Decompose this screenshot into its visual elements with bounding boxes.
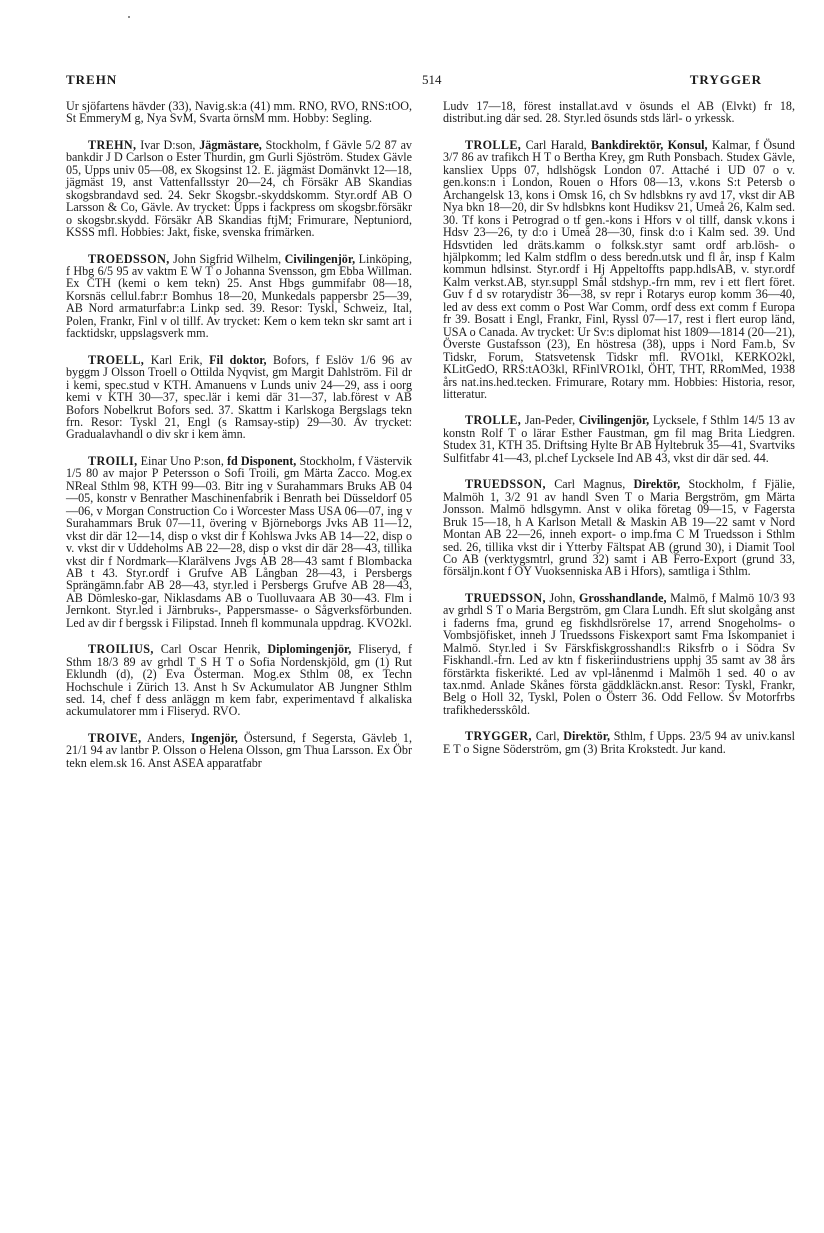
entry-body: Sthlm, f Upps. 23/5 94 av univ.kansl E T o Signe Söderström, gm (3) Brita Krokstedt. Jur kand. — [443, 729, 795, 756]
entry-surname: TROILIUS, — [88, 642, 154, 657]
entry-body: Lycksele, f Sthlm 14/5 13 av konstn Rolf T o lärar Esther Faustman, gm fil mag Brita Liedgren. Studex 31, KTH 35. Driftsing Hylte Br AB Hyltebruk 35—41, Svartviks Sulfitfabr 41—43, pl.chef Lycksele Ind AB 43, vkst dir där sed. 44. — [443, 413, 795, 465]
entry-surname: TROEDSSON, — [88, 251, 170, 266]
entry-surname: TROILI, — [88, 453, 138, 468]
biography-entry — [443, 478, 795, 578]
entry-body: Ur sjöfartens hävder (33), Navig.sk:a (41) mm. RNO, RVO, RNS:tOO, St EmmeryM g, Nya SvM, Svarta örnsM mm. Hobby: Segling. — [66, 99, 412, 126]
entry-title: Direktör, — [633, 477, 681, 492]
biography-entry — [66, 139, 412, 239]
left-column — [66, 100, 412, 783]
entry-given-names: John, — [545, 590, 580, 605]
entry-surname: TRUEDSSON, — [465, 477, 546, 492]
biography-entry — [443, 414, 795, 464]
entry-body: Stockholm, f Gävle 5/2 87 av bankdir J D Carlson o Ester Thurdin, gm Gurli Sjöström. Studex Gävle 05, Upps univ 05—08, ex Skogsinst 12. E. jägmäst Domänvkt 12—18, jägmäst 19, anst Vattenfallsstyr 20—24, ch Försäkr AB Skandias skogsbrandavd sed. 24. Sekr Skogsbr.-skyddskomm. Styr.ordf AB O Larsson & Co, Gävle. Av trycket: Upps i fackpress om skogsbr.försäkr o skogsbr.skydd. Försäkr AB Skandias ftjM; Frimurare, Neptuniord, KSSS mfl. Hobbies: Jakt, fiske, svenska frimärken. — [66, 137, 412, 240]
entry-title: Bankdirektör, Konsul, — [590, 137, 708, 152]
entry-title: Civilingenjör, — [578, 413, 650, 428]
entry-surname: TRUEDSSON, — [465, 590, 546, 605]
biography-entry — [66, 732, 412, 769]
entry-surname: TROELL, — [88, 352, 145, 367]
entry-given-names: Carl, — [531, 729, 564, 744]
print-speck — [128, 16, 130, 18]
biography-entry — [66, 455, 412, 629]
entry-surname: TROLLE, — [465, 137, 522, 152]
entry-given-names: Carl Magnus, — [545, 477, 634, 492]
entry-surname: TROLLE, — [465, 413, 522, 428]
entry-given-names: Anders, — [141, 730, 191, 745]
biography-entry — [66, 354, 412, 441]
entry-body: Östersund, f Segersta, Gävleb 1, 21/1 94 av lantbr P. Olsson o Helena Olsson, gm Thua Larsson. Ex Öbr tekn elem.sk 16. Anst ASEA apparatfabr — [66, 730, 412, 770]
entry-body: Stockholm, f Västervik 1/5 80 av major P Petersson o Sofi Troili, gm Märta Zacco. Mog.ex NReal Sthlm 98, KTH 99—03. Bitr ing v Surahammars Bruks AB 04—05, konstr v Benrather Maschinenfabrik i Benrath bei Düsseldorf 05—06, v Morgan Construction Co i Worcester Mass USA 06—07, ing v Surahammars Bruk 07—11, övering v Björneborgs Jvks AB 11—12, vkst dir där 12—14, disp o vkst dir f Kohlswa Jvks AB 14—22, disp o v. vkst dir v Uddeholms AB 22—28, disp o vkst dir där 28—43, tillika vkst dir f Nordmark—Klarälvens Jvgs AB 28—43 samt f Blombacka AB t 43. Styr.ordf i Grufve AB Långban 28—43, i Persbergs Sprängämn.fabr AB 28—43, styr.led i Persbergs Grufve AB 28—43, AB Dömlesko-gar, Niklasdams AB o Tuolluvaara AB 30—43. Flm i Jernkont. Styr.led i Järnbruks-, Pappersmasse- o Sågverksförbunden. Led av dir f bergssk i Filipstad. Inneh fl kommunala uppdrag. KVO2kl. — [66, 453, 412, 630]
biography-entry — [66, 643, 412, 718]
entry-title: Diplomingenjör, — [267, 642, 352, 657]
entry-given-names: Carl Oscar Henrik, — [153, 642, 268, 657]
entry-title: Civilingenjör, — [284, 251, 356, 266]
entry-given-names: Karl Erik, — [144, 352, 210, 367]
header-left-catchword: TREHN — [66, 72, 118, 87]
entry-given-names: John Sigfrid Wilhelm, — [169, 251, 285, 266]
biography-entry — [443, 139, 795, 401]
entry-surname: TREHN, — [88, 137, 137, 152]
entry-title: Jägmästare, — [199, 137, 262, 152]
entry-surname: TROIVE, — [88, 730, 142, 745]
entry-title: Fil doktor, — [209, 352, 267, 367]
page-header — [66, 72, 762, 92]
entry-title: Ingenjör, — [190, 730, 238, 745]
entry-title: fd Disponent, — [226, 453, 297, 468]
header-right-catchword: TRYGGER — [689, 72, 762, 87]
page-number: 514 — [422, 72, 442, 87]
entry-title: Grosshandlande, — [579, 590, 667, 605]
entry-given-names: Einar Uno P:son, — [137, 453, 227, 468]
entry-given-names: Ivar D:son, — [136, 137, 200, 152]
entry-continuation — [66, 100, 412, 125]
entry-body: Ludv 17—18, förest installat.avd v ösunds el AB (Elvkt) fr 18, distribut.ing där sed. 28. Styr.led ösunds stds lärl- o yrkessk. — [443, 99, 795, 126]
entry-given-names: Carl Harald, — [521, 137, 591, 152]
entry-body: Bofors, f Eslöv 1/6 96 av byggm J Olsson Troell o Ottilda Nyqvist, gm Margit Dahlström. Fil dr i kemi, spec.stud v KTH. Amanuens v Lunds univ 24—29, ass i oorg kemi v KTH 30—37, spec.lär i kemi där 31—37, lab.förest v AB Bofors Nobelkrut Bofors sed. 37. Skattm i Karlskoga Bergslags tekn frn. Resor: Tyskl 21, Engl (s Ramsay-stip) 29—30. Av trycket: Gradualavhandl o div skr i kem ämn. — [66, 352, 413, 442]
entry-body: Fliseryd, f Sthm 18/3 89 av grhdl T S H T o Sofia Nordenskjöld, gm (1) Rut Eklundh (d), (2) Eva Österman. Mog.ex Sthlm 08, ex Techn Hochschule i Zürich 13. Anst h Sv Ackumulator AB Jungner Sthlm sed. 14, chef f dess anläggn m kem fabr, experimentavd f alkaliska ackumulatorer mm i Fliseryd. RVO. — [66, 642, 412, 719]
biography-entry — [443, 592, 795, 717]
entry-body: Kalmar, f Ösund 3/7 86 av trafikch H T o Bertha Krey, gm Ruth Ponsbach. Studex Gävle, kansliex Upps 07, hdlshögsk London 07. Attaché i UD 07 o v. gen.kons:n i London, Rouen o Hfors 08—13, v.kons S:t Petersb o Archangelsk 13, kons i Omsk 16, ch Sv hdlsbkns ry avd 17, vkst dir AB Nya bkn 18—20, dir Sv hdlsbkns kont Hudiksv 21, Umeå 26, Kalm sed. 30. Tf kons i Petrograd o tf gen.-kons i Hfors v ol tillf, dansk v.kons i Hdsv 23—26, ty d:o i Umeå 28—30, finsk d:o i Kalm sed. 39. Und Hdsvtiden led dräts.kamm o folksk.styr samt ordf arb.lösh- o hjälpkomm; led Kalm stdflm o dess beredn.utsk und fl år, insp f Kalm kommun hdlsinst. Styr.ordf i Hj Appeltoffts papp.hdlsAB, v. styr.ordf Kalm verkst.AB, styr.suppl Smål stdshyp.-frn mm, rev i ett flert föret. Guv f d sv rotarydistr 36—38, sv repr i Rotarys europ komm 36—40, led av dess ext comm o Post War Comm, ordf dess ext comm f Europa fr 39. Bosatt i Engl, Frankr, Finl, Ryssl 07—17, rest i flert europ länd, USA o Canada. Av trycket: Ur Sv:s diplomat hist 1809—1814 (20—21), Överste Gustafsson (23), En höstresa (38), upps i Nord Fam.b, Sv Tidskr, Forum, Statsvetensk Tidskr mfl. RVO1kl, KERKO2kl, KLitGedO, RRS:tAO3kl, RFinlVRO1kl, ÖHT, THT, RRomMed, 1938 års nat.ins.hed.tecken. Frimurare, Rotary mm. Hobbies: Historia, resor, litteratur. — [443, 137, 795, 401]
entry-body: Linköping, f Hbg 6/5 95 av vaktm E W T o Johanna Svensson, gm Ebba Willman. Ex CTH (kemi o kem tekn) 25. Anst Hbgs gummifabr 08—18, Korsnäs cellul.fabr:r Bomhus 18—20, Munkedals pappersbr 25—39, AB Nord armaturfabr:a Linkp sed. 39. Resor: Tyskl, Schweiz, Ital, Polen, Frankr, Finl v ol tillf. Av trycket: Kem o kem tekn skr samt art i facktidskr, uppslagsverk mm. — [66, 251, 413, 341]
entry-surname: TRYGGER, — [465, 729, 532, 744]
entry-continuation — [443, 100, 795, 125]
biography-entry — [66, 253, 412, 340]
biography-entry — [443, 730, 795, 755]
entry-given-names: Jan-Peder, — [521, 413, 579, 428]
right-column — [443, 100, 795, 769]
entry-title: Direktör, — [563, 729, 610, 744]
entry-body: Stockholm, f Fjälie, Malmöh 1, 3/2 91 av handl Sven T o Maria Bergström, gm Märta Jonsson. Malmö hdlsgymn. Anst v olika företag 09—15, v Fagersta Bruk 15—18, h A Karlson Metall & Maskin AB 19—22 samt v Nord Montan AB 22—26, inneh export- o imp.fma C M Truedsson i Sthlm sed. 26, tillika vkst dir i Ytterby Fältspat AB (grund 30), i Diamit Tool Co AB (verktygsmtrl, grund 32) samt i AB Ferro-Export (grund 33, försäljn.kont f OY Vuoksenniska AB i Hfors), samtliga i Sthlm. — [443, 477, 795, 579]
entry-body: Malmö, f Malmö 10/3 93 av grhdl S T o Maria Bergström, gm Clara Lundh. Eft slut skolgång anst i faderns fma, grund eg fiskhdlsrörelse 17, arrend Snogeholms- o Vombsjöfisket, inneh J Truedssons Fiskexport samt Fma Iskompaniet i Malmö. Styr.led i Sv Färskfiskgrosshandl:s Riksfrb o i Södra Sv Fiskhandl.-frn. Led av ktn f fiskeriindustriens upphj 35 samt av 38 års förstärkta fiskerikté. Led av vpl-lånenmd i Malmöh 1 sed. 40 o av tax.nmd. Anlade Skånes första gäddkläckn.anst. Resor: Tyskl, Frankr, Belg o Holl 32, Tyskl, Polen o Österr 36. Odd Fellow. Sv Motorfrbs trafikhedersskôld. — [443, 590, 795, 717]
